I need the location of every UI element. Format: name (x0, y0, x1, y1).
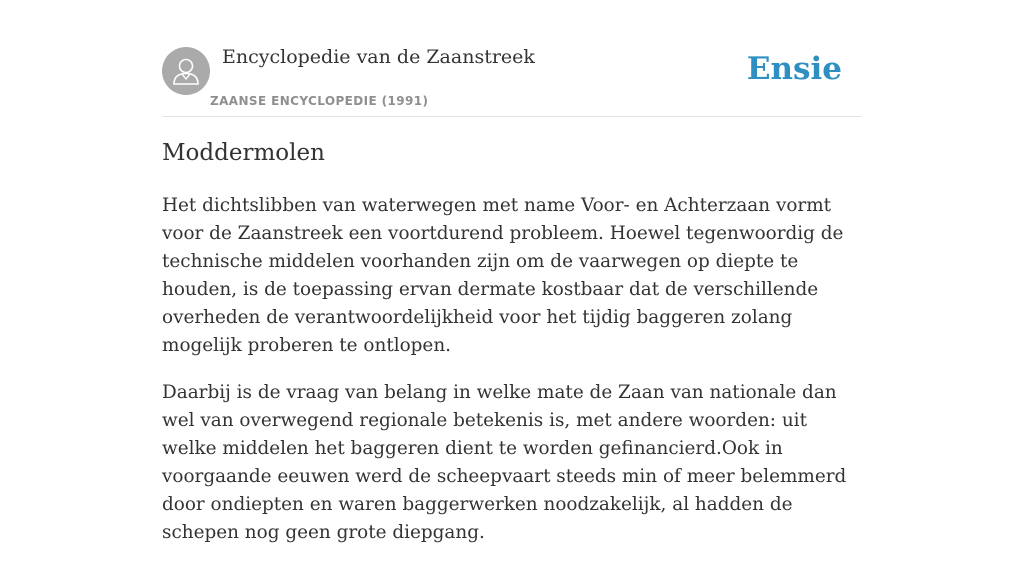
source-label: ZAANSE ENCYCLOPEDIE (1991) (210, 94, 429, 108)
article-body (162, 192, 862, 566)
paragraph-1: Het dichtslibben van waterwegen met name Voor- en Achterzaan vormt voor de Zaanstreek een voortdurend probleem. Hoewel tegenwoordig de technische middelen voorhanden zijn om de vaarwegen op diepte te houden, is de toepassing ervan dermate kostbaar dat de verschillende overheden de verantwoordelijkheid voor het tijdig baggeren zolang mogelijk proberen te ontlopen. (162, 195, 844, 356)
brand-logo[interactable]: Ensie (746, 51, 842, 87)
site-header (162, 0, 862, 117)
paragraph-2: Daarbij is de vraag van belang in welke mate de Zaan van nationale dan wel van overwegend regionale betekenis is, met andere woorden: uit welke middelen het baggeren dient te worden gefinancierd.Ook in voorgaande eeuwen werd de scheepvaart steeds min of meer belemmerd door ondiepten en waren baggerwerken noodzakelijk, al hadden de schepen nog geen grote diepgang. (162, 382, 847, 543)
user-icon (172, 56, 200, 86)
article-title: Moddermolen (162, 140, 325, 166)
avatar[interactable] (162, 47, 210, 95)
site-title-link[interactable]: Encyclopedie van de Zaanstreek (222, 46, 535, 68)
